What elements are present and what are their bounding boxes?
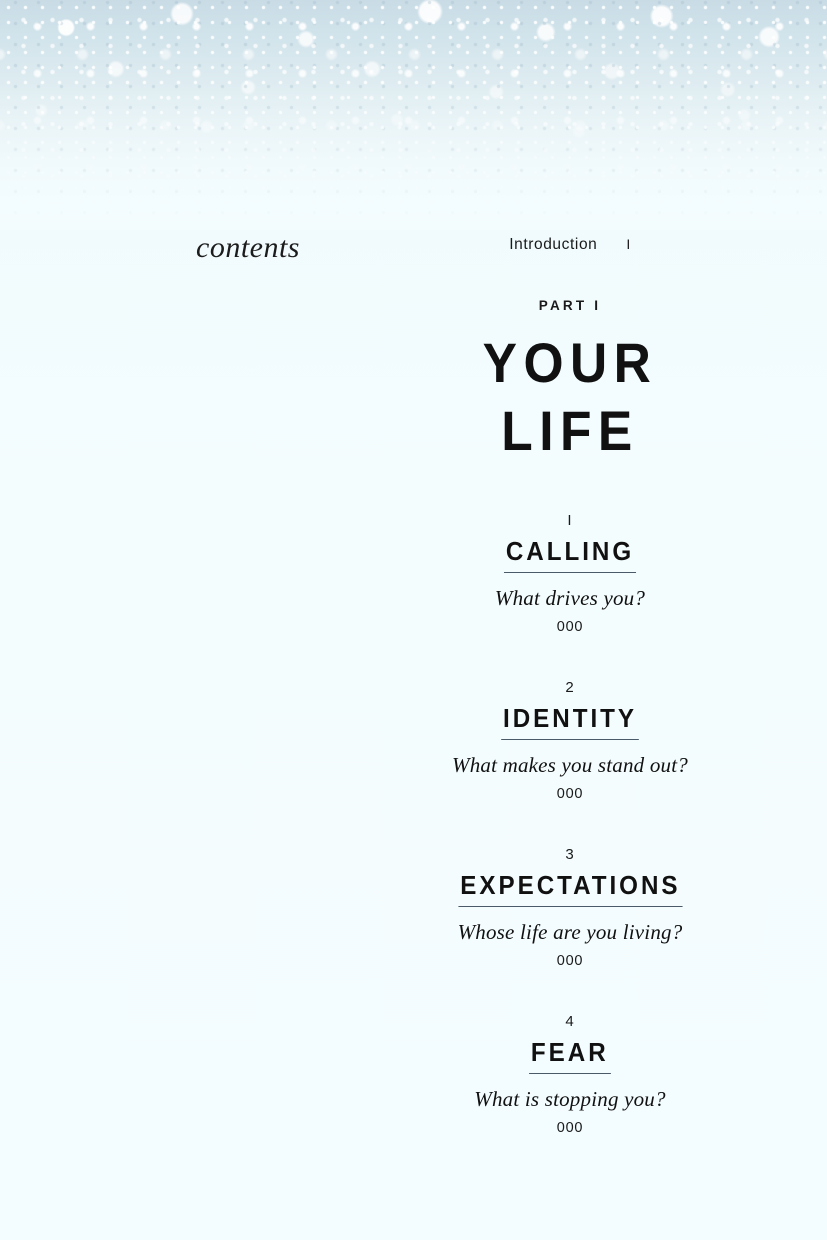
chapter-subtitle: What drives you? [494,585,646,610]
toc-chapter-entry[interactable] [380,1013,760,1136]
introduction-page-number: I [626,236,631,252]
toc-chapter-entry[interactable] [380,846,760,969]
toc-entry-introduction[interactable] [380,236,760,254]
chapter-page-number: 000 [556,618,584,635]
chapter-number: I [567,511,573,529]
toc-chapter-entry[interactable] [380,679,760,802]
chapter-page-number: 000 [556,1119,584,1136]
chapter-title: EXPECTATIONS [458,870,682,907]
chapter-page-number: 000 [556,952,584,969]
table-of-contents [380,236,760,1180]
part-label: PART I [538,298,602,313]
chapter-subtitle: What is stopping you? [474,1086,666,1111]
chapter-page-number: 000 [556,785,584,802]
glitter-header-image [0,0,827,230]
part-title [395,329,745,466]
chapter-number: 3 [565,845,575,863]
chapter-title: FEAR [529,1037,610,1074]
chapter-subtitle: Whose life are you living? [457,919,683,944]
introduction-label: Introduction [509,236,598,253]
part-title-line-1: YOUR [482,331,658,394]
part-title-line-2: LIFE [501,399,639,463]
chapter-title: CALLING [504,536,636,573]
chapter-subtitle: What makes you stand out? [452,752,688,777]
toc-chapter-entry[interactable] [380,512,760,635]
chapter-title: IDENTITY [501,703,639,740]
chapter-number: 4 [565,1012,575,1030]
chapter-number: 2 [565,678,575,696]
page-title: contents [196,231,300,264]
